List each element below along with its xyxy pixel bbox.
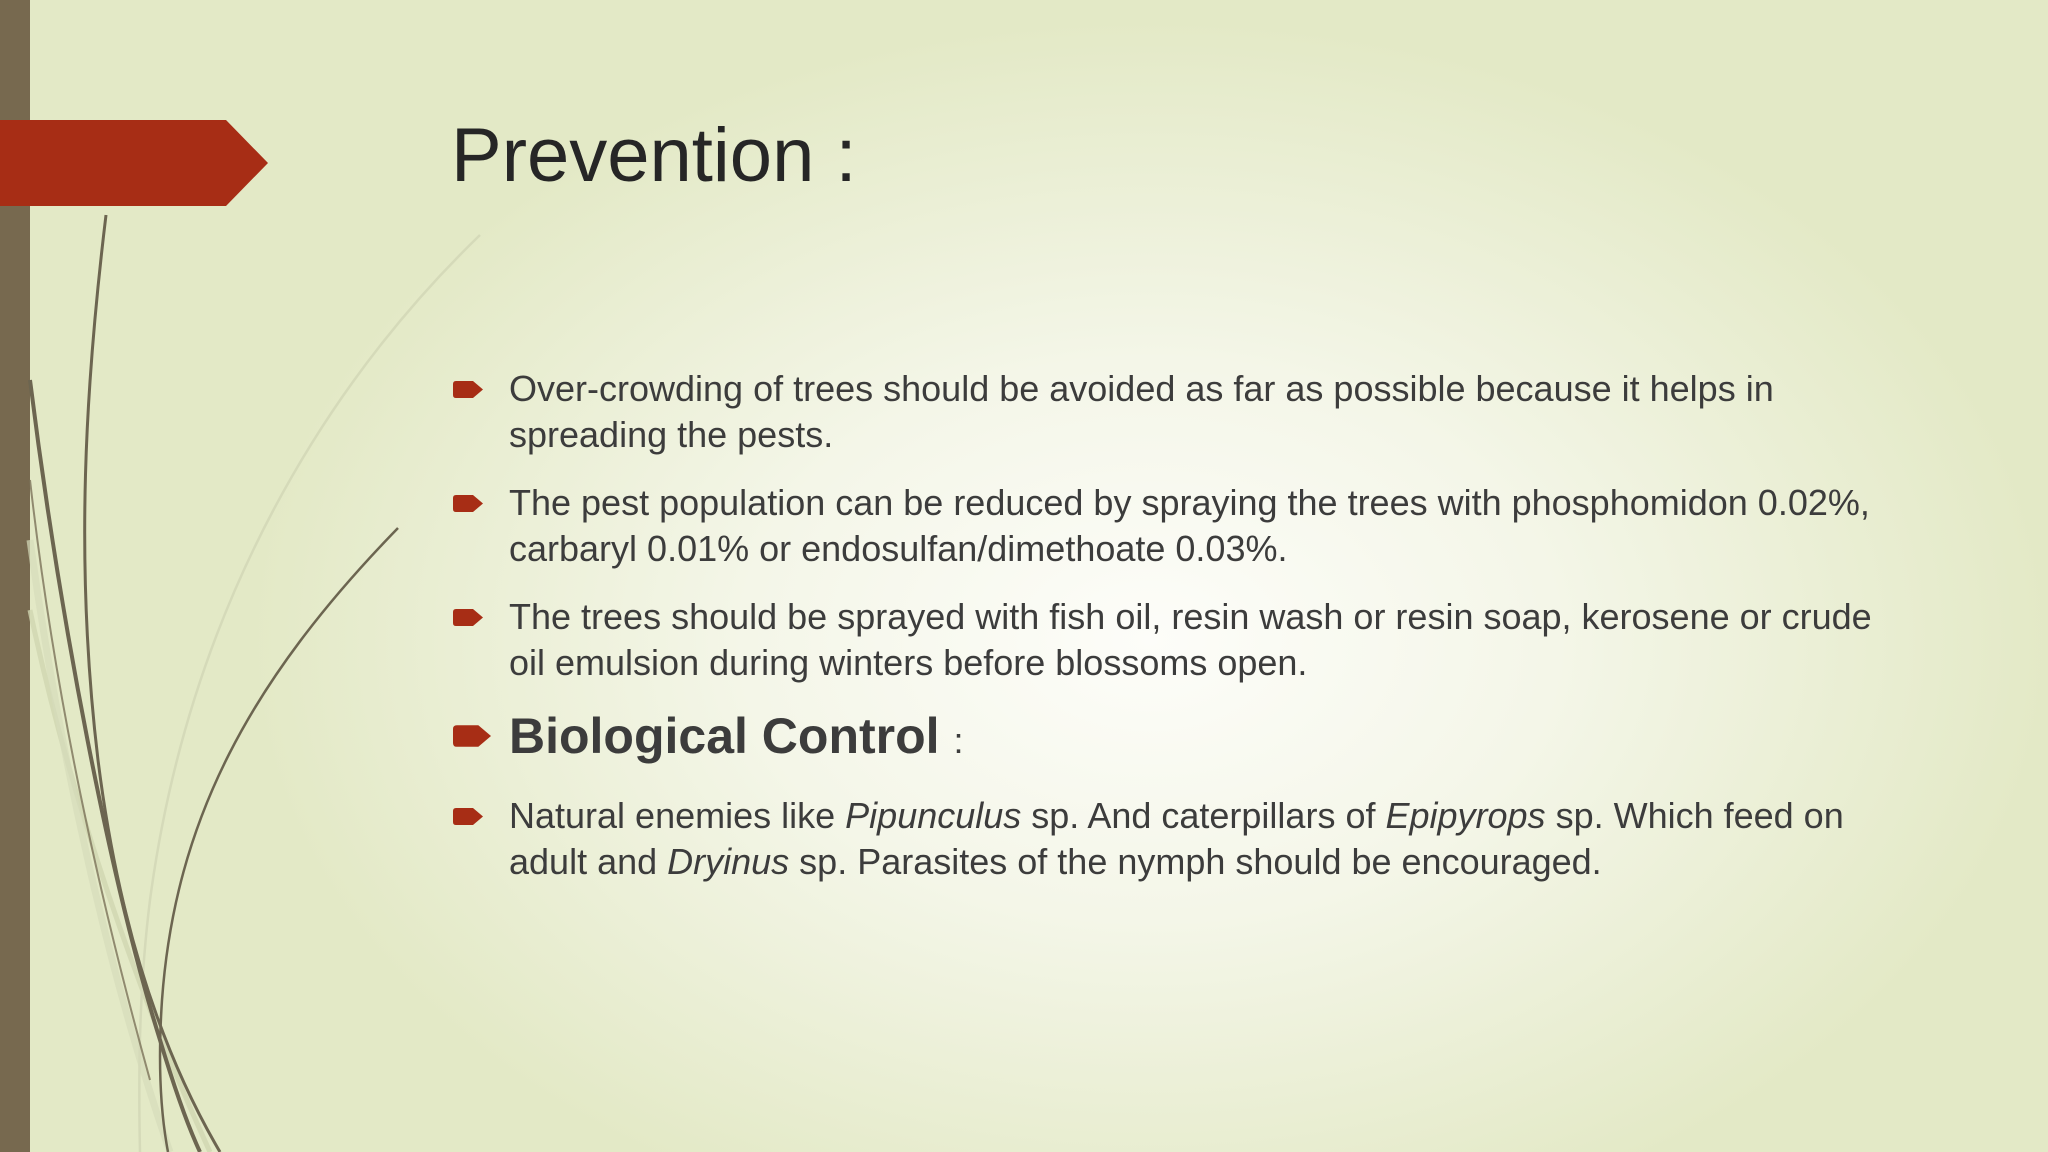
bullet-text: The pest population can be reduced by spraying the trees with phosphomidon 0.02%, carbaryl 0.01% or endosulfan/dimethoate 0.03%. (509, 482, 1870, 569)
arrow-bullet-icon (453, 381, 483, 398)
slide-title: Prevention : (451, 113, 857, 198)
biological-control-heading (451, 708, 1911, 769)
bullet-text-part: sp. Which feed on adult and (509, 795, 1844, 882)
red-arrow-tag (0, 120, 270, 206)
bullet-item (451, 594, 1911, 686)
arrow-bullet-icon (453, 495, 483, 512)
bullet-item (451, 366, 1911, 458)
heading-text: Biological Control (509, 708, 940, 764)
genus-name: Pipunculus (845, 795, 1022, 836)
arrow-bullet-icon (453, 609, 483, 626)
arrow-bullet-icon (453, 725, 491, 747)
bullet-text: The trees should be sprayed with fish oil, resin wash or resin soap, kerosene or crude oil emulsion during winters before blossoms open. (509, 596, 1872, 683)
bullet-text-part: sp. Parasites of the nymph should be encouraged. (789, 841, 1602, 882)
genus-name: Epipyrops (1385, 795, 1546, 836)
natural-enemies-bullet (451, 793, 1911, 885)
bullet-text-part: Natural enemies like (509, 795, 846, 836)
genus-name: Dryinus (667, 841, 790, 882)
heading-colon: : (953, 720, 964, 761)
bullet-text: Over-crowding of trees should be avoided as far as possible because it helps in spreading the pests. (509, 368, 1774, 455)
bullet-item (451, 480, 1911, 572)
bullet-text-part: sp. And caterpillars of (1021, 795, 1386, 836)
bullet-list (451, 366, 1911, 907)
arrow-bullet-icon (453, 808, 483, 825)
